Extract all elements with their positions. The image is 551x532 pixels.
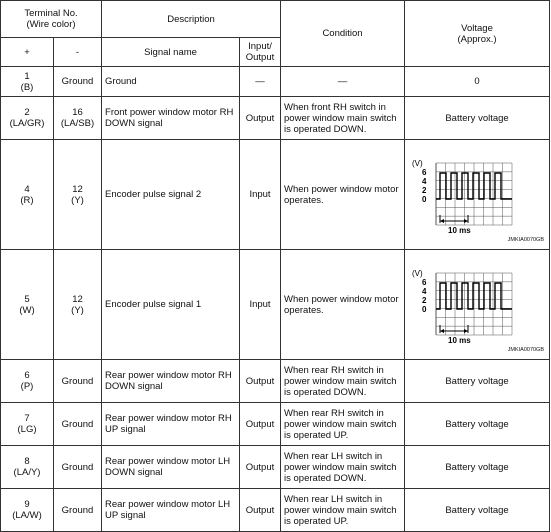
io-cell: — xyxy=(240,67,281,97)
terminal-number: 12 xyxy=(72,183,83,195)
condition-cell: — xyxy=(281,67,405,97)
wire-color-label: (Wire color) xyxy=(26,19,76,30)
io-cell: Input xyxy=(240,250,281,360)
signal-name-cell: Rear power window motor RH DOWN signal xyxy=(102,360,240,403)
plus-terminal-cell xyxy=(1,446,54,489)
plus-terminal-cell xyxy=(1,360,54,403)
voltage-cell: Battery voltage xyxy=(405,446,550,489)
io-cell: Output xyxy=(240,97,281,140)
pulse-waveform xyxy=(408,255,546,355)
voltage-cell: Battery voltage xyxy=(405,403,550,446)
y-tick-label: 2 xyxy=(422,185,427,195)
table-row xyxy=(1,67,550,97)
terminal-number: 2 xyxy=(24,107,30,118)
y-tick-label: 4 xyxy=(422,286,427,296)
arrow-head xyxy=(464,329,468,333)
wire-color: (Y) xyxy=(71,304,84,316)
wire-color: (P) xyxy=(20,381,34,392)
pulse-waveform-graph xyxy=(408,255,546,355)
signal-name-cell: Rear power window motor RH UP signal xyxy=(102,403,240,446)
y-tick-label: 4 xyxy=(422,176,427,186)
signal-name-cell: Ground xyxy=(102,67,240,97)
plus-terminal-cell xyxy=(1,489,54,532)
input-output-header: Input/ Output xyxy=(240,38,281,67)
terminal-number: Ground xyxy=(61,418,94,430)
minus-terminal-cell xyxy=(54,250,102,360)
condition-cell: When power window motor operates. xyxy=(281,140,405,250)
voltage-unit-label: (V) xyxy=(412,268,423,278)
minus-header: - xyxy=(54,38,102,67)
terminal-number: Ground xyxy=(61,375,94,387)
pulse-waveform-graph xyxy=(408,145,546,245)
arrow-head xyxy=(440,329,444,333)
wire-color: (R) xyxy=(20,194,34,206)
wire-color: (B) xyxy=(20,81,34,93)
io-cell: Output xyxy=(240,360,281,403)
table-row xyxy=(1,140,550,250)
y-tick-label: 2 xyxy=(422,295,427,305)
terminal-no-header xyxy=(1,1,102,38)
wire-color: (LA/Y) xyxy=(13,467,41,478)
figure-code: JMKIA0070GB xyxy=(507,236,545,243)
voltage-waveform-cell xyxy=(405,140,550,250)
wire-color: (LG) xyxy=(17,424,37,435)
voltage-cell: 0 xyxy=(405,67,550,97)
terminal-number: 1 xyxy=(24,70,30,82)
plus-terminal-cell xyxy=(1,403,54,446)
figure-code: JMKIA0070GB xyxy=(507,346,545,353)
condition-cell: When front RH switch in power window main switch is operated DOWN. xyxy=(281,97,405,140)
wire-color: (LA/SB) xyxy=(60,118,95,129)
signal-name-cell: Encoder pulse signal 1 xyxy=(102,250,240,360)
signal-name-cell: Front power window motor RH DOWN signal xyxy=(102,97,240,140)
y-tick-label: 6 xyxy=(422,277,427,287)
wire-color: (LA/GR) xyxy=(9,118,45,129)
table-row xyxy=(1,403,550,446)
terminal-number: 8 xyxy=(24,456,30,467)
minus-terminal-cell xyxy=(54,140,102,250)
y-tick-label: 0 xyxy=(422,304,427,314)
terminal-number: Ground xyxy=(61,461,94,473)
signal-name-cell: Rear power window motor LH DOWN signal xyxy=(102,446,240,489)
approx-label: (Approx.) xyxy=(457,33,497,45)
condition-cell: When rear RH switch in power window main switch is operated DOWN. xyxy=(281,360,405,403)
condition-cell: When rear LH switch in power window main switch is operated DOWN. xyxy=(281,446,405,489)
signal-name-cell: Encoder pulse signal 2 xyxy=(102,140,240,250)
condition-header: Condition xyxy=(281,1,405,67)
terminal-number: 6 xyxy=(24,370,30,381)
signal-name-header: Signal name xyxy=(102,38,240,67)
terminal-number: Ground xyxy=(61,504,94,516)
condition-cell: When power window motor operates. xyxy=(281,250,405,360)
plus-terminal-cell xyxy=(1,250,54,360)
wire-color: (LA/W) xyxy=(12,510,42,521)
voltage-waveform-cell xyxy=(405,250,550,360)
wire-color: (W) xyxy=(19,304,35,316)
voltage-header xyxy=(405,1,550,67)
description-header: Description xyxy=(102,1,281,38)
io-cell: Input xyxy=(240,140,281,250)
minus-terminal-cell xyxy=(54,67,102,97)
terminal-number: 9 xyxy=(24,499,30,510)
minus-terminal-cell xyxy=(54,360,102,403)
terminal-number: 12 xyxy=(72,293,83,305)
voltage-unit-label: (V) xyxy=(412,158,423,168)
io-cell: Output xyxy=(240,403,281,446)
minus-terminal-cell xyxy=(54,489,102,532)
voltage-cell: Battery voltage xyxy=(405,97,550,140)
minus-terminal-cell xyxy=(54,97,102,140)
plus-header: + xyxy=(1,38,54,67)
voltage-cell: Battery voltage xyxy=(405,360,550,403)
io-cell: Output xyxy=(240,489,281,532)
plus-terminal-cell xyxy=(1,140,54,250)
condition-cell: When rear RH switch in power window main switch is operated UP. xyxy=(281,403,405,446)
time-span-label: 10 ms xyxy=(448,225,471,235)
table-row xyxy=(1,250,550,360)
y-tick-label: 6 xyxy=(422,167,427,177)
minus-terminal-cell xyxy=(54,446,102,489)
condition-cell: When rear LH switch in power window main switch is operated UP. xyxy=(281,489,405,532)
y-tick-label: 0 xyxy=(422,194,427,204)
arrow-head xyxy=(464,219,468,223)
terminal-number: 16 xyxy=(72,107,83,118)
table-row xyxy=(1,360,550,403)
pulse-waveform xyxy=(408,145,546,245)
table-row xyxy=(1,97,550,140)
plus-terminal-cell xyxy=(1,97,54,140)
signal-name-cell: Rear power window motor LH UP signal xyxy=(102,489,240,532)
terminal-number: 7 xyxy=(24,413,30,424)
terminal-number: 4 xyxy=(24,183,30,195)
time-span-label: 10 ms xyxy=(448,335,471,345)
voltage-cell: Battery voltage xyxy=(405,489,550,532)
arrow-head xyxy=(440,219,444,223)
table-row xyxy=(1,489,550,532)
table-row xyxy=(1,446,550,489)
minus-terminal-cell xyxy=(54,403,102,446)
wire-color: (Y) xyxy=(71,194,84,206)
io-cell: Output xyxy=(240,446,281,489)
voltage-label: Voltage xyxy=(461,22,493,34)
terminal-number: Ground xyxy=(61,76,94,87)
plus-terminal-cell xyxy=(1,67,54,97)
terminal-no-label: Terminal No. xyxy=(24,8,78,19)
terminal-number: 5 xyxy=(24,293,30,305)
